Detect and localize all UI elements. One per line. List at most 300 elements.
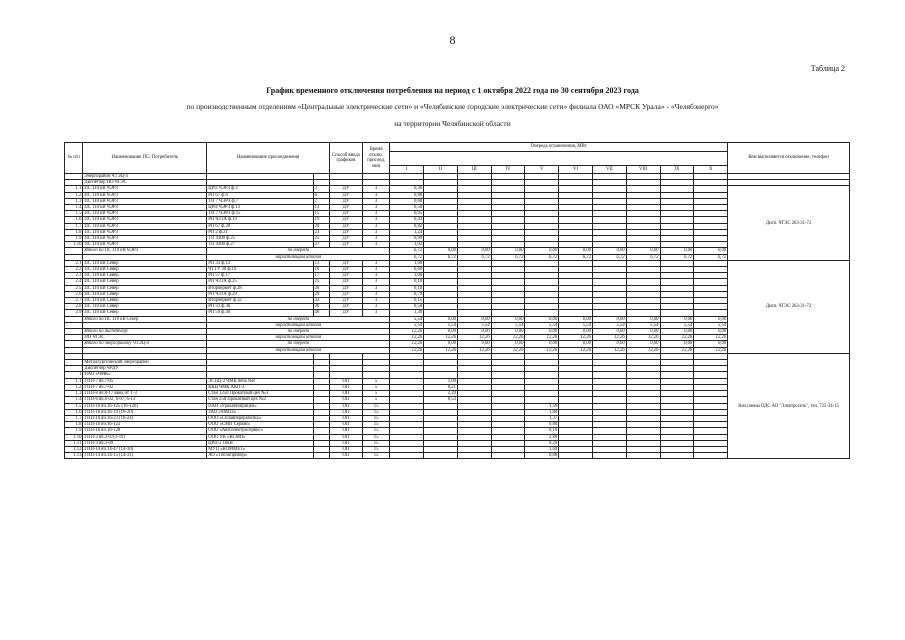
row-number: 1.4	[65, 205, 83, 211]
input-method: ОП	[330, 434, 363, 440]
input-method: ДУ	[330, 310, 363, 316]
queue-value-1: 0,60	[390, 198, 424, 204]
consumer-name: ПС 110 кВ ЧЭРЗ	[83, 205, 207, 211]
queue-value-5: 0,80	[525, 422, 559, 428]
queue-value-4: 0,00	[491, 248, 525, 254]
queue-value-6: 0,00	[559, 329, 593, 335]
queue-value-9: 6,72	[660, 254, 694, 260]
input-method: ОП	[330, 440, 363, 446]
row-number: 1.3	[65, 198, 83, 204]
header-queue-2: II	[424, 166, 458, 174]
total-kind: по очереди	[207, 341, 390, 347]
consumer-name: ПС 110 кВ ЧЭРЗ	[83, 192, 207, 198]
connection-name: ЭСПЦ-2 ЧМК печь №8	[207, 378, 313, 384]
row-number: 2.9	[65, 310, 83, 316]
queue-value-1: 0,80	[390, 192, 424, 198]
input-method: ОП	[330, 378, 363, 384]
feeder-number: 7	[313, 198, 329, 204]
queue-value-4: 12,26	[491, 335, 525, 341]
connection-name: РП 57 ф.17	[207, 273, 313, 279]
queue-value-1: 1,00	[390, 260, 424, 266]
queue-value-5: 1,69	[525, 446, 559, 452]
queue-value-1: 1,02	[390, 242, 424, 248]
input-method: ОП	[330, 415, 363, 421]
shutdown-time: 3	[362, 229, 390, 235]
shutdown-time: 5	[362, 391, 390, 397]
queue-value-7: 12,26	[592, 347, 626, 353]
feeder-number: 29	[313, 291, 329, 297]
consumer-name: ПС 110 кВ Север	[83, 267, 207, 273]
input-method: ДУ	[330, 273, 363, 279]
row-number: 1.10	[65, 242, 83, 248]
queue-value-4: 5,54	[491, 322, 525, 328]
queue-value-3: 12,26	[457, 347, 491, 353]
header-queue-10: X	[694, 166, 728, 174]
queue-value-4: 0,00	[491, 329, 525, 335]
input-method: ОП	[330, 397, 363, 403]
row-number: 1.7	[65, 223, 83, 229]
connection-name: Вторчермет ф.28	[207, 285, 313, 291]
feeder-number: 25	[313, 236, 329, 242]
shutdown-time: 5	[362, 384, 390, 390]
input-method: ДУ	[330, 285, 363, 291]
feeder-number: 36	[313, 304, 329, 310]
row-number: 1.2	[65, 384, 83, 390]
shutdown-time: 15	[362, 434, 390, 440]
queue-value-1: 0,05	[390, 211, 424, 217]
queue-value-1: 0,90	[390, 236, 424, 242]
queue-value-9: 0,00	[660, 341, 694, 347]
queue-value-4: 6,72	[491, 254, 525, 260]
queue-value-7: 0,00	[592, 329, 626, 335]
queue-value-5: 12,26	[525, 347, 559, 353]
queue-value-3: 6,72	[457, 254, 491, 260]
connection-name: ЦРП ЧЭРЗ ф.3	[207, 186, 313, 192]
consumer-name: ПС 110 кВ Север	[83, 273, 207, 279]
shutdown-time: 3	[362, 273, 390, 279]
shutdown-time: 15	[362, 440, 390, 446]
queue-value-6: 12,26	[559, 335, 593, 341]
queue-value-1: 0,79	[390, 291, 424, 297]
connection-name: РП 59 ф.40	[207, 310, 313, 316]
queue-value-5: 2,80	[525, 434, 559, 440]
queue-value-5: 0,80	[525, 453, 559, 459]
connection-name: ККЦ ЧМК АКП-3	[207, 384, 313, 390]
feeder-number: 28	[313, 285, 329, 291]
document-title: График временного отключения потребления на период с 1 октября 2022 года по 30 сентября 2023 года	[266, 86, 639, 95]
queue-value-8: 0,00	[626, 316, 660, 322]
header-queue-7: VII	[592, 166, 626, 174]
row-number: 1.3	[65, 391, 83, 397]
consumer-name: Энергорайон ЧТЭЦ-4	[83, 174, 207, 180]
header-connection: Наименование присоединения	[207, 143, 330, 174]
feeder-number: 32	[313, 298, 329, 304]
consumer-name: ПС 110 кВ Север	[83, 279, 207, 285]
connection-name: ЧТТУ 30 ф.16	[207, 267, 313, 273]
feeder-number: 6	[313, 192, 329, 198]
input-method: ОП	[330, 391, 363, 397]
queue-value-1: 12,26	[390, 341, 424, 347]
queue-value-5: 0,00	[525, 248, 559, 254]
queue-value-9: 0,00	[660, 329, 694, 335]
queue-value-7: 5,54	[592, 322, 626, 328]
input-method: ДУ	[330, 279, 363, 285]
row-number: 1.8	[65, 422, 83, 428]
queue-value-3: 5,54	[457, 322, 491, 328]
total-label: Итого по ПС 110 кВ ЧЭРЗ	[83, 248, 207, 254]
queue-value-3: 0,00	[457, 341, 491, 347]
shutdown-time: 15	[362, 428, 390, 434]
queue-value-3: 0,00	[457, 316, 491, 322]
consumer-name: Металлургический энергорайон	[83, 360, 207, 366]
row-number: 2.7	[65, 298, 83, 304]
consumer-name: ГПП-14 яч.14-15 (14-31)	[83, 453, 207, 459]
feeder-number: 13	[313, 205, 329, 211]
queue-value-2: 5,54	[424, 322, 458, 328]
feeder-number: 16	[313, 267, 329, 273]
input-method: ДУ	[330, 223, 363, 229]
input-method: ДУ	[330, 217, 363, 223]
input-method: ДУ	[330, 236, 363, 242]
row-number: 2.4	[65, 279, 83, 285]
contact-c2: Дисп. ЧГЭС 263-31-72	[728, 260, 850, 353]
queue-value-6: 12,26	[559, 347, 593, 353]
header-num: № п/п	[65, 143, 83, 174]
queue-value-6: 0,00	[559, 316, 593, 322]
queue-value-4	[491, 453, 525, 459]
queue-value-2: 6,72	[424, 254, 458, 260]
header-queue-4: IV	[491, 166, 525, 174]
queue-value-9: 0,00	[660, 316, 694, 322]
shutdown-time: 3	[362, 217, 390, 223]
header-queue-6: VI	[559, 166, 593, 174]
input-method: ОП	[330, 409, 363, 415]
queue-value-1: 0,36	[390, 186, 424, 192]
consumer-name: ПС 110 кВ Север	[83, 304, 207, 310]
queue-value-10: 0,00	[694, 248, 728, 254]
consumer-name: ПС 110 кВ ЧЭРЗ	[83, 229, 207, 235]
row-number: 2.8	[65, 304, 83, 310]
header-queue-spacer	[390, 152, 728, 166]
connection-name: ТП 7 ЧЭРЗ ф.15	[207, 211, 313, 217]
total-kind: нарастающим итогом	[207, 322, 390, 328]
input-method: ОП	[330, 453, 363, 459]
shutdown-time: 3	[362, 236, 390, 242]
consumer-name: ГПП-16 яч.16-19 (16-20)	[83, 409, 207, 415]
feeder-number: 25	[313, 279, 329, 285]
queue-value-2: 8,53	[424, 397, 458, 403]
connection-name: РП 2 ф.21	[207, 229, 313, 235]
queue-value-3: 0,00	[457, 329, 491, 335]
schedule-table	[64, 142, 850, 459]
input-method: ДУ	[330, 192, 363, 198]
total-kind: по очереди	[207, 329, 390, 335]
queue-value-6	[559, 453, 593, 459]
header-queue-1: I	[390, 166, 424, 174]
queue-value-1: 12,26	[390, 335, 424, 341]
queue-value-1	[390, 453, 424, 459]
queue-value-3	[457, 453, 491, 459]
header-method: Способ ввода графиков	[330, 143, 363, 174]
shutdown-time: 5	[362, 378, 390, 384]
row-number: 2.3	[65, 273, 83, 279]
input-method: ДУ	[330, 186, 363, 192]
shutdown-time: 3	[362, 267, 390, 273]
queue-value-1: 12,26	[390, 329, 424, 335]
input-method: ДУ	[330, 198, 363, 204]
row-number: 1.9	[65, 236, 83, 242]
queue-value-7: 0,00	[592, 248, 626, 254]
consumer-name: ПС 110 кВ ЧЭРЗ	[83, 223, 207, 229]
queue-value-6: 5,54	[559, 322, 593, 328]
connection-name: ООО «Автоэлектросервис»	[207, 428, 313, 434]
consumer-name: ПС 110 кВ Север	[83, 291, 207, 297]
contact-c1: Дисп. ЧГЭС 263-31-72	[728, 186, 850, 260]
row-number: 1.12	[65, 446, 83, 452]
shutdown-time: 15	[362, 453, 390, 459]
queue-value-9: 12,26	[660, 335, 694, 341]
consumer-name: ГПП-8 яч.8-17 ввод от Т-3	[83, 391, 207, 397]
connection-name: РП ЧЗТА ф.25	[207, 279, 313, 285]
queue-value-2: 0,00	[424, 248, 458, 254]
header-queue-9: IX	[660, 166, 694, 174]
shutdown-time: 3	[362, 285, 390, 291]
header-queue: Очередь ограничения, МВт	[390, 143, 728, 152]
queue-value-1: 0,82	[390, 223, 424, 229]
row-number: 1.1	[65, 378, 83, 384]
row-number: 1.5	[65, 211, 83, 217]
shutdown-time: 3	[362, 198, 390, 204]
queue-value-5: 6,72	[525, 254, 559, 260]
row-number: 2.1	[65, 260, 83, 266]
queue-value-2	[424, 453, 458, 459]
queue-value-1: 12,26	[390, 347, 424, 353]
total-label: Итого по ПС 110 кВ Север	[83, 316, 207, 322]
queue-value-3: 12,26	[457, 335, 491, 341]
consumer-name: ГПП-16 яч.16-23 (16-24)	[83, 415, 207, 421]
row-number: 1	[65, 372, 83, 378]
row-number: 1.8	[65, 229, 83, 235]
input-method: ДУ	[330, 229, 363, 235]
connection-name: ТП 7 ЧЭРЗ ф.7	[207, 198, 313, 204]
consumer-name: ГПП-16 яч.16-123	[83, 422, 207, 428]
document-subtitle: по производственным отделениям «Центральные электрические сети» и «Челябинские городские электрические сети» филиала ОАО «МРСК Урала» - «Челябэнерго»	[186, 102, 719, 111]
shutdown-time: 3	[362, 242, 390, 248]
queue-value-8: 0,00	[626, 341, 660, 347]
connection-name: РП 67 ф.6	[207, 192, 313, 198]
connection-name: МУП «КОММЕТ»	[207, 446, 313, 452]
consumer-name: ПС 110 кВ ЧЭРЗ	[83, 236, 207, 242]
shutdown-time: 5	[362, 397, 390, 403]
input-method: ДУ	[330, 242, 363, 248]
shutdown-time: 3	[362, 260, 390, 266]
queue-value-1: 0,50	[390, 205, 424, 211]
consumer-name: ПС 110 кВ ЧЭРЗ	[83, 242, 207, 248]
input-method: ОП	[330, 384, 363, 390]
shutdown-time: 3	[362, 310, 390, 316]
connection-name: ООО УК «КСМП»	[207, 434, 313, 440]
row-number: 2.6	[65, 291, 83, 297]
queue-value-10: 0,00	[694, 341, 728, 347]
input-method: ОП	[330, 403, 363, 409]
queue-value-1: 5,54	[390, 322, 424, 328]
row-number: 1.2	[65, 192, 83, 198]
feeder-number	[313, 453, 329, 459]
input-method: ДУ	[330, 291, 363, 297]
shutdown-time: 15	[362, 409, 390, 415]
queue-value-10: 0,00	[694, 316, 728, 322]
feeder-number: 19	[313, 217, 329, 223]
queue-value-1: 6,72	[390, 254, 424, 260]
connection-name: АО «Теплоприбор»	[207, 453, 313, 459]
queue-value-6: 0,00	[559, 341, 593, 347]
queue-value-8: 12,26	[626, 335, 660, 341]
queue-value-1: 0,50	[390, 304, 424, 310]
queue-value-1: 6,72	[390, 248, 424, 254]
consumer-name: ПС 110 кВ ЧЭРЗ	[83, 217, 207, 223]
consumer-name: ГПП-6 яч.6-02, 6-07, 6-13	[83, 397, 207, 403]
row-number: 2.5	[65, 285, 83, 291]
queue-value-8: 0,00	[626, 329, 660, 335]
queue-value-7: 0,00	[592, 316, 626, 322]
queue-value-8: 5,54	[626, 322, 660, 328]
queue-value-10	[694, 453, 728, 459]
queue-value-8	[626, 453, 660, 459]
row-number: 2.2	[65, 267, 83, 273]
queue-value-8: 6,72	[626, 254, 660, 260]
input-method: ДУ	[330, 260, 363, 266]
consumer-name: ПС 110 кВ Север	[83, 310, 207, 316]
shutdown-time: 15	[362, 422, 390, 428]
shutdown-time: 3	[362, 186, 390, 192]
consumer-name: ПС 110 кВ Север	[83, 298, 207, 304]
queue-value-10: 6,72	[694, 254, 728, 260]
queue-value-5: 1,37	[525, 415, 559, 421]
table-label: Таблица 2	[810, 64, 845, 73]
consumer-name: ГПП-7 яч.7-05	[83, 378, 207, 384]
queue-value-5: 0,10	[525, 428, 559, 434]
queue-value-8: 12,26	[626, 347, 660, 353]
document-region: на территории Челябинской области	[394, 119, 511, 128]
row-number: 1.11	[65, 440, 83, 446]
queue-value-10: 12,26	[694, 335, 728, 341]
connection-name: ЦРП-2 10кВ	[207, 440, 313, 446]
connection-name: ООО «СМП Сервис»	[207, 422, 313, 428]
header-ps: Наименование ПС/ Потребитель	[83, 143, 207, 174]
row-number: 1.13	[65, 453, 83, 459]
feeder-number: 3	[313, 186, 329, 192]
consumer-name: ГПП-7 яч.7-02	[83, 384, 207, 390]
queue-value-2: 0,00	[424, 341, 458, 347]
queue-value-9: 0,00	[660, 248, 694, 254]
row-number: 1.6	[65, 409, 83, 415]
feeder-number: 40	[313, 310, 329, 316]
queue-value-7: 12,26	[592, 335, 626, 341]
total-label: Итого по энергорайону ЧТЭЦ-4	[83, 341, 207, 347]
row-number: 1.10	[65, 434, 83, 440]
total-label: ПО ЧГЭС	[83, 335, 207, 341]
queue-value-5: 1,80	[525, 409, 559, 415]
total-kind: нарастающим итогом	[207, 335, 390, 341]
header-queue-3: III	[457, 166, 491, 174]
total-kind: нарастающим итогом	[207, 254, 390, 260]
queue-value-6: 6,72	[559, 254, 593, 260]
queue-value-1: 0,15	[390, 298, 424, 304]
queue-value-5: 1,50	[525, 403, 559, 409]
queue-value-10: 5,54	[694, 322, 728, 328]
feeder-number: 20	[313, 223, 329, 229]
queue-value-6: 0,00	[559, 248, 593, 254]
row-number: 1.7	[65, 415, 83, 421]
feeder-number: 17	[313, 273, 329, 279]
shutdown-time: 15	[362, 446, 390, 452]
connection-name: ТП 4300 ф.25	[207, 236, 313, 242]
queue-value-1: 1,24	[390, 229, 424, 235]
consumer-name: Диспетчер ЧРДУ	[83, 366, 207, 372]
queue-value-3: 0,00	[457, 248, 491, 254]
input-method: ОП	[330, 422, 363, 428]
shutdown-time: 3	[362, 223, 390, 229]
consumer-name: ПС 110 кВ ЧЭРЗ	[83, 211, 207, 217]
queue-value-1: 0,10	[390, 285, 424, 291]
queue-value-1: 0,10	[390, 279, 424, 285]
queue-value-2: 0,00	[424, 329, 458, 335]
feeder-number: 27	[313, 242, 329, 248]
queue-value-5: 0,00	[525, 316, 559, 322]
consumer-name: ГПП-3 яч.3-09	[83, 440, 207, 446]
input-method: ДУ	[330, 304, 363, 310]
total-kind: по очереди	[207, 248, 390, 254]
connection-name: РП 33 ф.13	[207, 260, 313, 266]
shutdown-time: 15	[362, 403, 390, 409]
consumer-name: ГПП-14 яч.14-47 (14-10)	[83, 446, 207, 452]
row-number: 1.1	[65, 186, 83, 192]
queue-value-4: 12,26	[491, 347, 525, 353]
page-number: 8	[449, 33, 456, 47]
shutdown-time: 15	[362, 415, 390, 421]
shutdown-time: 3	[362, 304, 390, 310]
shutdown-time: 3	[362, 298, 390, 304]
shutdown-time: 3	[362, 291, 390, 297]
row-number: 1.6	[65, 217, 83, 223]
queue-value-2: 8,21	[424, 384, 458, 390]
queue-value-10: 12,26	[694, 347, 728, 353]
connection-name: РП ЧЗТА ф.19	[207, 217, 313, 223]
consumer-name: ГПП-16 яч.16-125 (16-126)	[83, 403, 207, 409]
connection-name: ПАО «Уралавтоприцеп»	[207, 403, 313, 409]
queue-value-5: 0,00	[525, 329, 559, 335]
queue-value-5: 12,26	[525, 335, 559, 341]
connection-name: ООО «Сплавпереработка»	[207, 415, 313, 421]
row-number: 1.9	[65, 428, 83, 434]
queue-value-5: 0,20	[525, 440, 559, 446]
consumer-name: ПС 110 кВ Север	[83, 260, 207, 266]
queue-value-4: 0,00	[491, 316, 525, 322]
queue-value-5: 0,00	[525, 341, 559, 347]
queue-value-5: 5,54	[525, 322, 559, 328]
shutdown-time: 3	[362, 205, 390, 211]
contact-c3: Нач.смены ОДС АО "Электросеть", тел. 725-34-15	[728, 353, 850, 458]
queue-value-1: 1,00	[390, 273, 424, 279]
queue-value-1: 0,43	[390, 217, 424, 223]
feeder-number: 13	[313, 260, 329, 266]
row-number: 1.5	[65, 403, 83, 409]
total-kind: нарастающим итогом	[207, 347, 390, 353]
queue-value-7: 6,72	[592, 254, 626, 260]
feeder-number: 15	[313, 211, 329, 217]
queue-value-10: 0,00	[694, 329, 728, 335]
input-method: ОП	[330, 428, 363, 434]
